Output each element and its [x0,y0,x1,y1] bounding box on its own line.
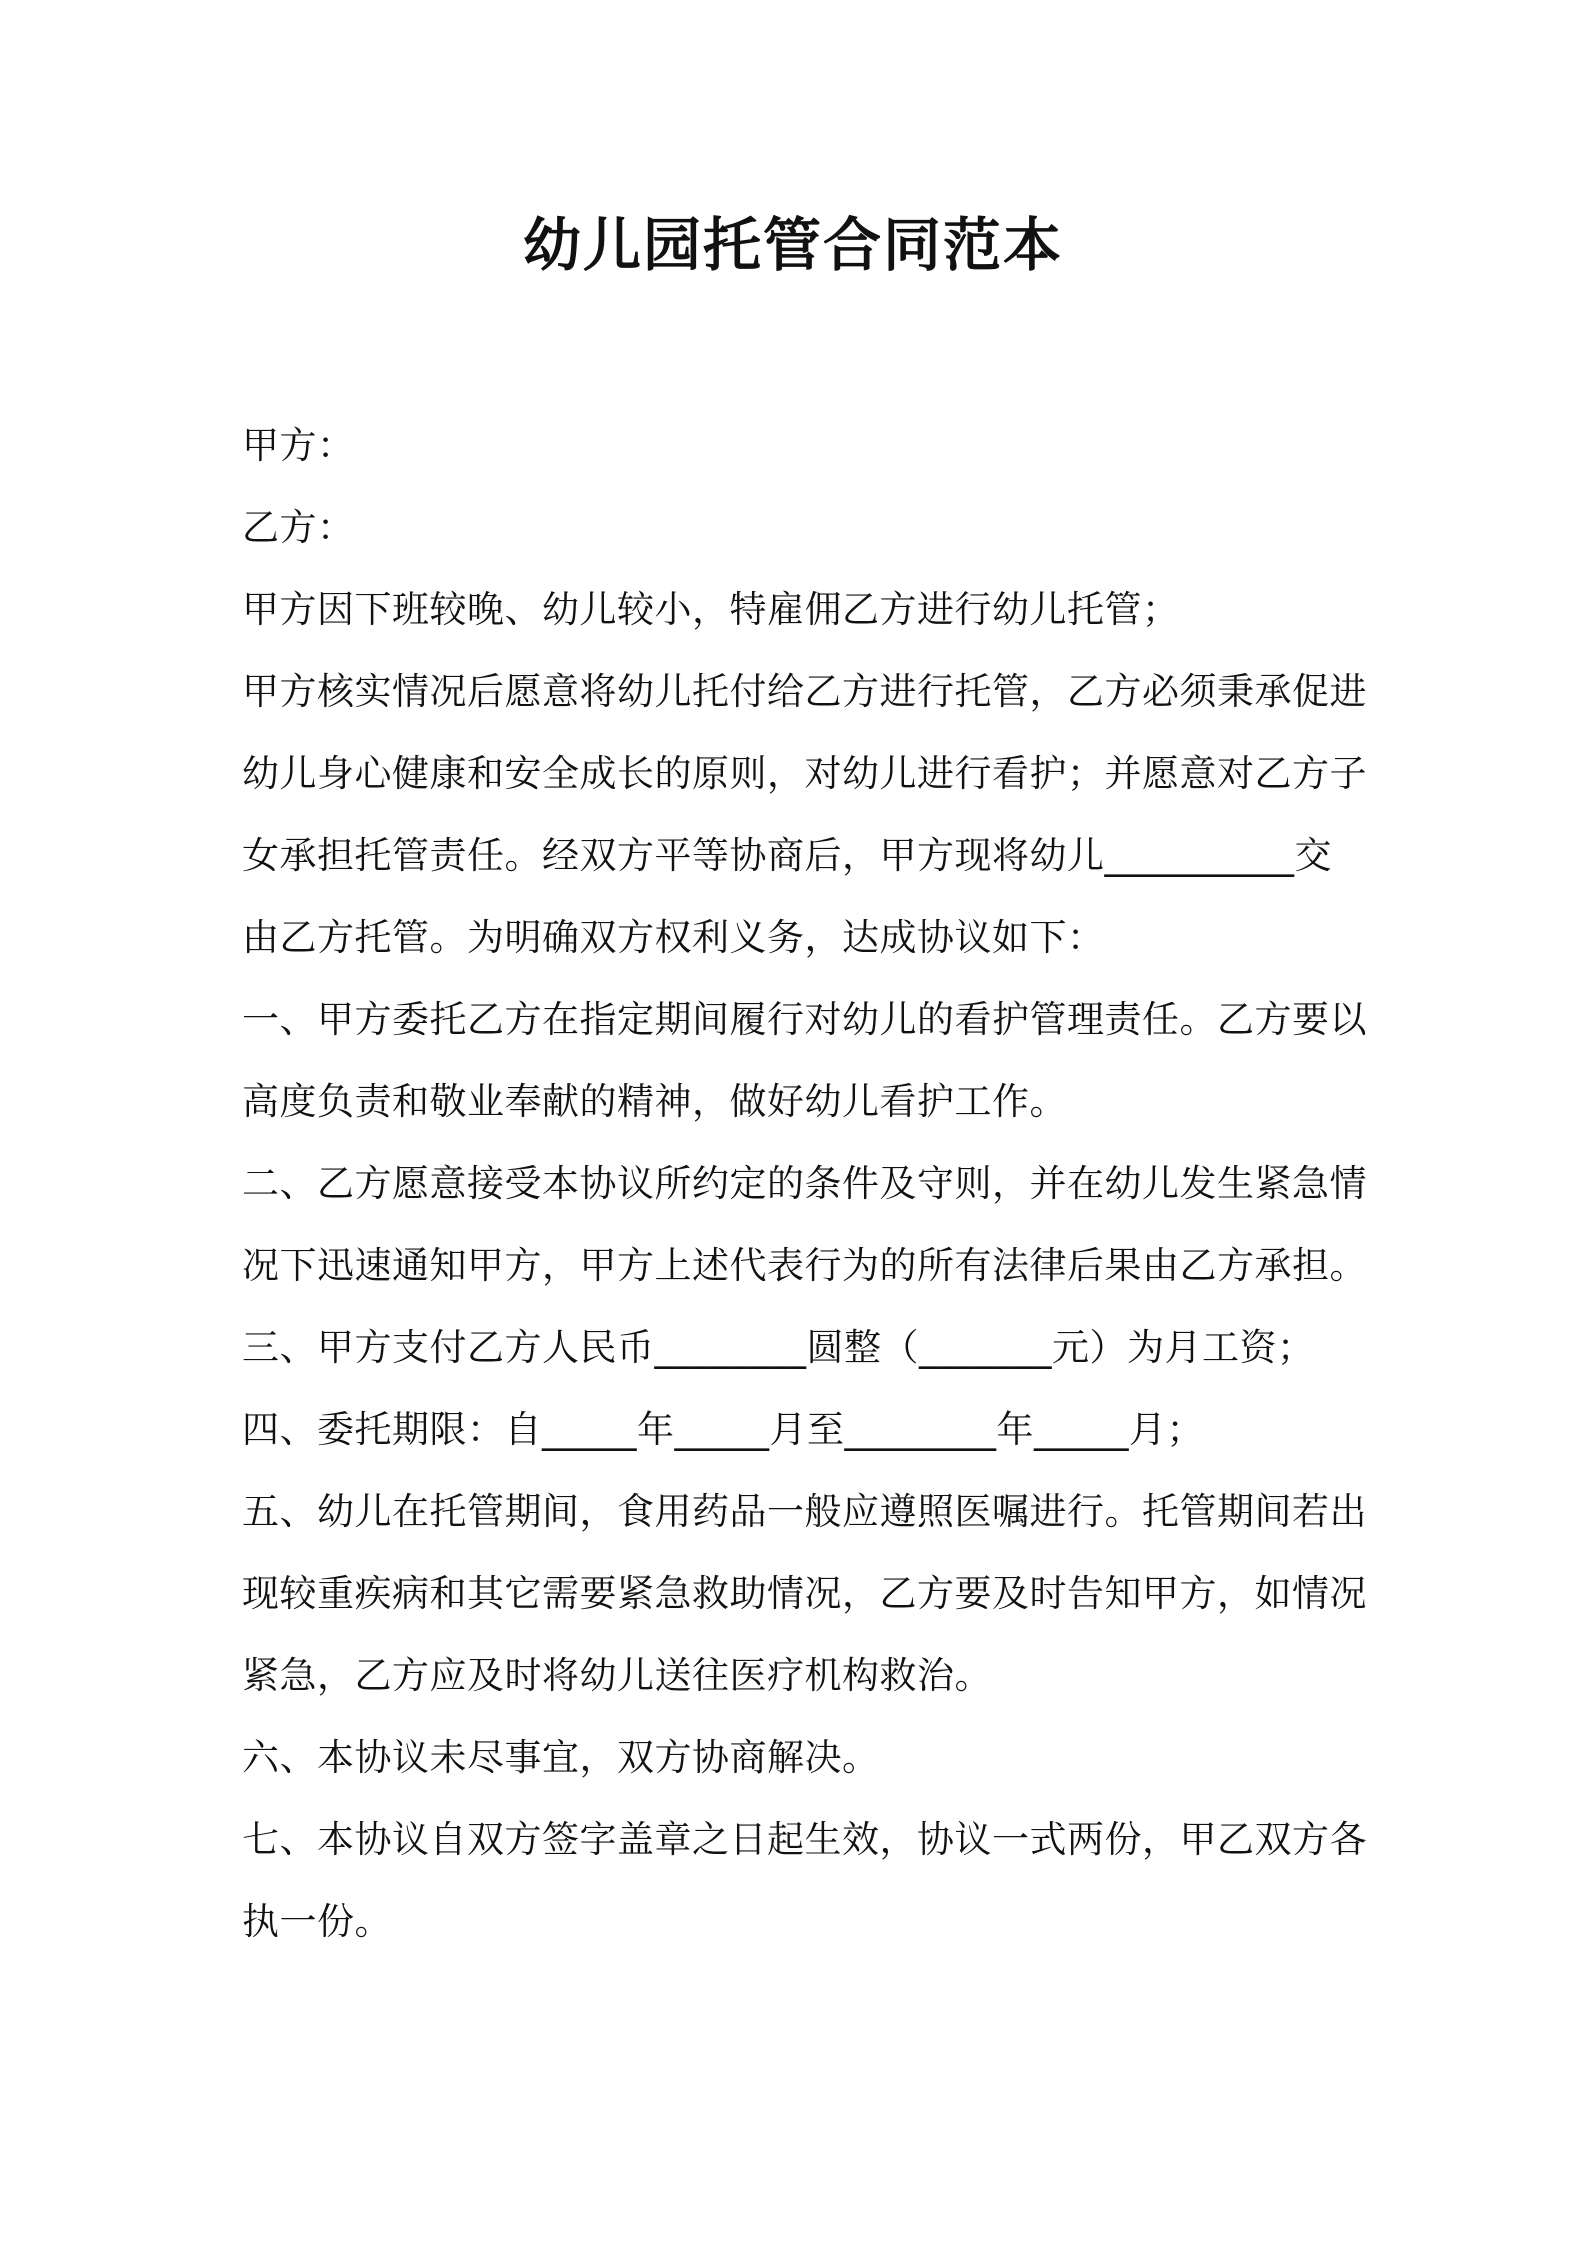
clause-3-line: 三、甲方支付乙方人民币________圆整（_______元）为月工资； [242,1326,1315,1369]
preamble-line: 甲方核实情况后愿意将幼儿托付给乙方进行托管，乙方必须秉承促进 [242,670,1367,713]
preamble-line: 甲方因下班较晚、幼儿较小，特雇佣乙方进行幼儿托管； [242,588,1180,631]
clause-7-line: 七、本协议自双方签字盖章之日起生效，协议一式两份，甲乙双方各 [242,1818,1367,1861]
clause-1-line: 高度负责和敬业奉献的精神，做好幼儿看护工作。 [242,1080,1067,1123]
preamble-line: 女承担托管责任。经双方平等协商后，甲方现将幼儿__________交 [242,834,1332,877]
clause-7-line: 执一份。 [242,1900,392,1943]
preamble-line: 幼儿身心健康和安全成长的原则，对幼儿进行看护；并愿意对乙方子 [242,752,1367,795]
clause-4-line: 四、委托期限：自_____年_____月至________年_____月； [242,1408,1204,1451]
document-title: 幼儿园托管合同范本 [522,211,1063,279]
clause-1-line: 一、甲方委托乙方在指定期间履行对幼儿的看护管理责任。乙方要以 [242,998,1367,1041]
clause-6-line: 六、本协议未尽事宜，双方协商解决。 [242,1736,880,1779]
document-body [242,405,1367,1963]
party-a-line: 甲方： [242,424,355,467]
party-b-line: 乙方： [242,506,355,549]
preamble-line: 由乙方托管。为明确双方权利义务，达成协议如下： [242,916,1105,959]
clause-5-line: 五、幼儿在托管期间，食用药品一般应遵照医嘱进行。托管期间若出 [242,1490,1367,1533]
clause-2-line: 二、乙方愿意接受本协议所约定的条件及守则，并在幼儿发生紧急情 [242,1162,1367,1205]
clause-5-line: 紧急，乙方应及时将幼儿送往医疗机构救治。 [242,1654,992,1697]
clause-2-line: 况下迅速通知甲方，甲方上述代表行为的所有法律后果由乙方承担。 [242,1244,1367,1287]
clause-5-line: 现较重疾病和其它需要紧急救助情况，乙方要及时告知甲方，如情况 [242,1572,1367,1615]
